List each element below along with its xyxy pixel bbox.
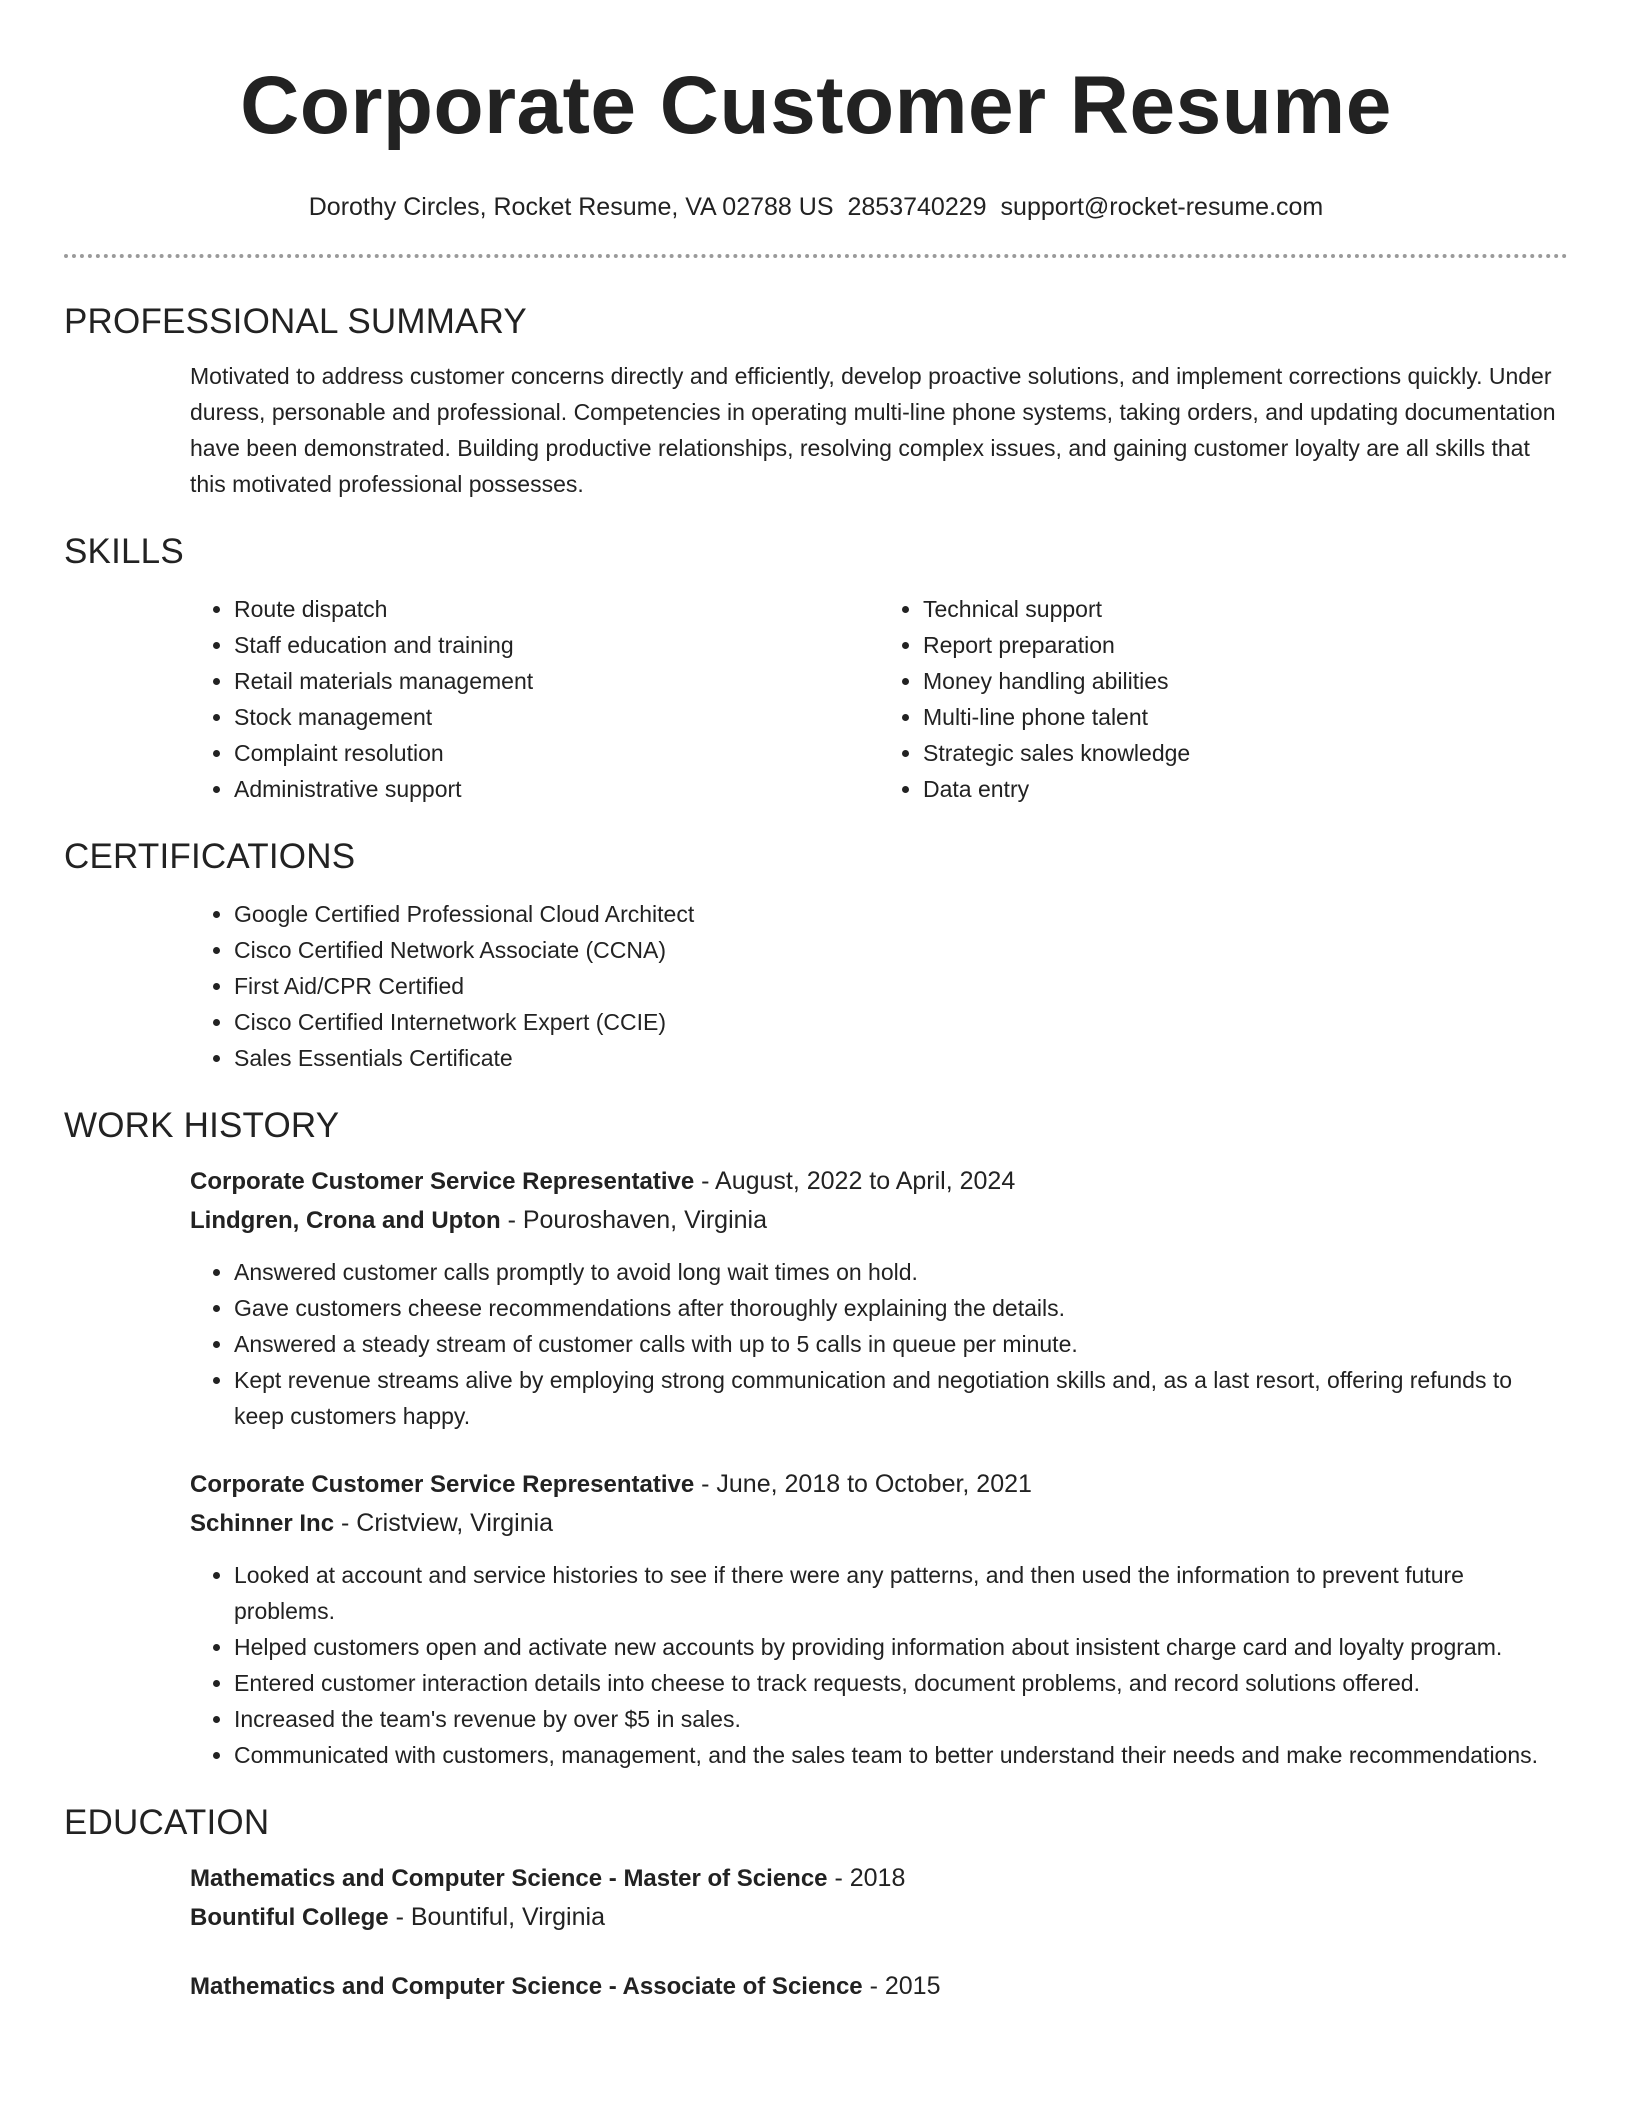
certifications-section [64, 896, 1568, 1076]
education-school: Bountiful College [190, 1904, 389, 1931]
section-heading-education: EDUCATION [64, 1803, 270, 1842]
job-bullet: • Increased the team's revenue by over $5 in sales. [234, 1701, 1568, 1737]
job-company-line [190, 1201, 1568, 1240]
skill-item: • Staff education and training [234, 627, 879, 663]
skill-item: • Data entry [923, 771, 1568, 807]
certification-item: • Google Certified Professional Cloud Architect [234, 896, 1568, 932]
education-location: - Bountiful, Virginia [388, 1903, 605, 1931]
contact-address: Dorothy Circles, Rocket Resume, VA 02788 US [308, 193, 834, 221]
job-company: Lindgren, Crona and Upton [190, 1207, 501, 1234]
education-year: - 2018 [827, 1864, 906, 1892]
summary-text: Motivated to address customer concerns directly and efficiently, develop proactive solutions, and implement corrections quickly. Under duress, personable and professional. Competencies in operating multi-line phone systems, taking orders, and updating documentation have been demonstrated. Building productive relationships, resolving complex issues, and gaining customer loyalty are all skills that this motivated professional possesses. [190, 363, 1556, 497]
job-bullet: • Answered a steady stream of customer calls with up to 5 calls in queue per minute. [234, 1326, 1568, 1362]
education-entry [190, 1967, 1568, 2006]
certifications-list [190, 896, 1568, 1076]
contact-line [64, 192, 1568, 222]
education-school-line [190, 1898, 1568, 1937]
certification-item: • Cisco Certified Network Associate (CCNA) [234, 932, 1568, 968]
skill-item: • Multi-line phone talent [923, 699, 1568, 735]
header-divider [64, 254, 1568, 258]
certification-item: • Cisco Certified Internetwork Expert (CCIE) [234, 1004, 1568, 1040]
job-bullet: • Gave customers cheese recommendations after thoroughly explaining the details. [234, 1290, 1568, 1326]
contact-email: support@rocket-resume.com [1000, 193, 1324, 221]
summary-section [64, 358, 1568, 502]
education-degree: Mathematics and Computer Science - Associate of Science [190, 1973, 863, 2000]
skill-item: • Stock management [234, 699, 879, 735]
contact-phone: 2853740229 [847, 193, 987, 221]
education-section [64, 1859, 1568, 2006]
job-bullet: • Communicated with customers, management, and the sales team to better understand their needs and make recommendations. [234, 1737, 1568, 1773]
section-heading-certifications: CERTIFICATIONS [64, 837, 356, 876]
job-entry [190, 1465, 1568, 1773]
job-entry [190, 1162, 1568, 1434]
job-company: Schinner Inc [190, 1510, 335, 1537]
skills-list-right [879, 591, 1568, 807]
section-heading-work-history: WORK HISTORY [64, 1106, 340, 1145]
job-bullet: • Entered customer interaction details into cheese to track requests, document problems, and record solutions offered. [234, 1665, 1568, 1701]
certification-item: • Sales Essentials Certificate [234, 1040, 1568, 1076]
job-bullet: • Looked at account and service histories to see if there were any patterns, and then used the information to prevent future problems. [234, 1557, 1568, 1629]
job-bullets [190, 1254, 1568, 1434]
education-degree-line [190, 1967, 1568, 2006]
job-title: Corporate Customer Service Representative [190, 1471, 695, 1498]
job-location: - Pouroshaven, Virginia [500, 1206, 767, 1234]
certification-item: • First Aid/CPR Certified [234, 968, 1568, 1004]
job-dates: - June, 2018 to October, 2021 [694, 1470, 1032, 1498]
skill-item: • Money handling abilities [923, 663, 1568, 699]
education-degree-line [190, 1859, 1568, 1898]
education-year: - 2015 [862, 1972, 941, 2000]
skill-item: • Technical support [923, 591, 1568, 627]
skills-list-left [190, 591, 879, 807]
job-bullet: • Answered customer calls promptly to avoid long wait times on hold. [234, 1254, 1568, 1290]
job-company-line [190, 1504, 1568, 1543]
job-dates: - August, 2022 to April, 2024 [694, 1167, 1016, 1195]
skill-item: • Complaint resolution [234, 735, 879, 771]
work-history-section [64, 1162, 1568, 1773]
education-degree: Mathematics and Computer Science - Master of Science [190, 1865, 828, 1892]
job-bullet: • Kept revenue streams alive by employing strong communication and negotiation skills and, as a last resort, offering refunds to keep customers happy. [234, 1362, 1568, 1434]
job-bullets [190, 1557, 1568, 1773]
skill-item: • Administrative support [234, 771, 879, 807]
job-title-line [190, 1465, 1568, 1504]
skill-item: • Report preparation [923, 627, 1568, 663]
resume-title: Corporate Customer Resume [240, 60, 1392, 151]
skill-item: • Strategic sales knowledge [923, 735, 1568, 771]
job-title: Corporate Customer Service Representative [190, 1168, 695, 1195]
job-title-line [190, 1162, 1568, 1201]
skill-item: • Route dispatch [234, 591, 879, 627]
education-entry [190, 1859, 1568, 1937]
skills-section [64, 591, 1568, 807]
job-bullet: • Helped customers open and activate new accounts by providing information about insistent charge card and loyalty program. [234, 1629, 1568, 1665]
section-heading-summary: PROFESSIONAL SUMMARY [64, 302, 527, 341]
job-location: - Cristview, Virginia [334, 1509, 554, 1537]
section-heading-skills: SKILLS [64, 532, 184, 571]
skill-item: • Retail materials management [234, 663, 879, 699]
